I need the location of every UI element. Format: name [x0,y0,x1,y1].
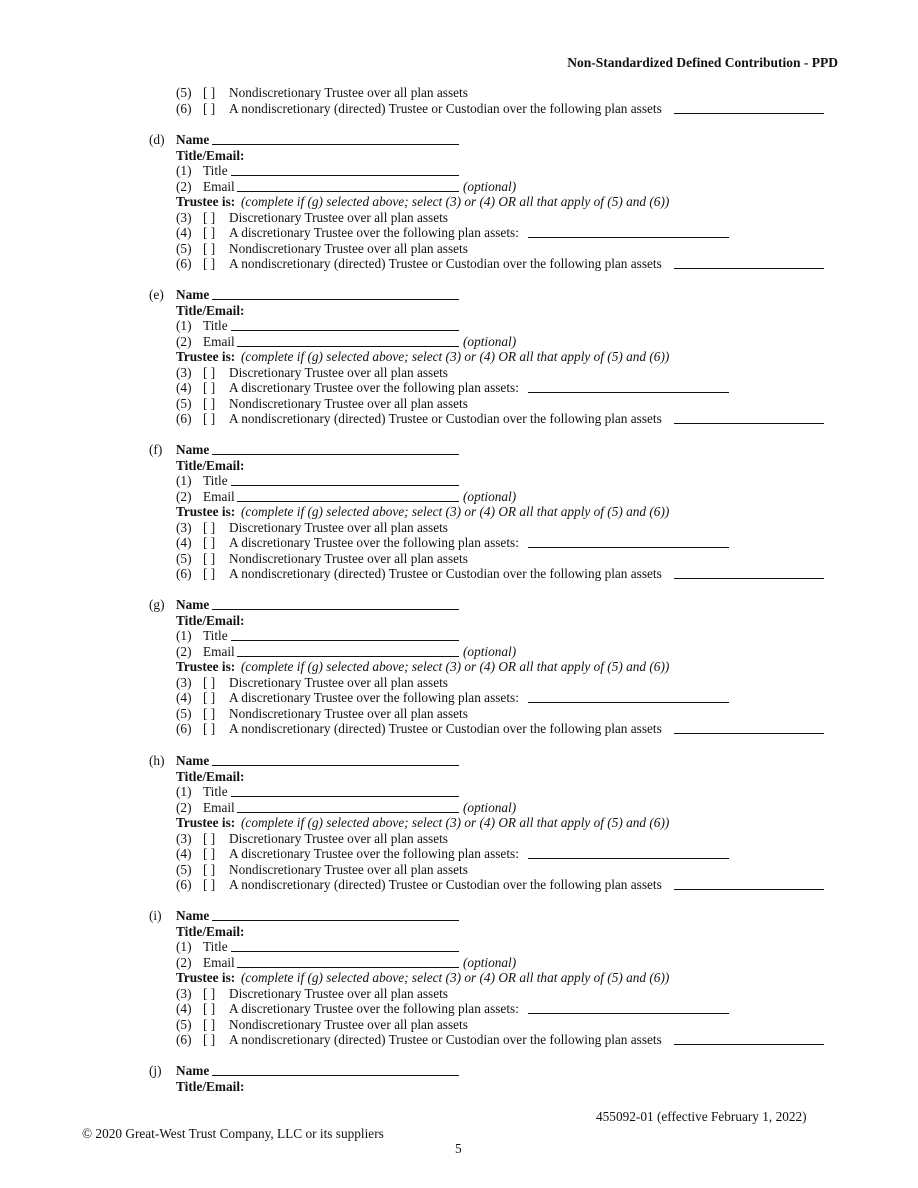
checkbox[interactable]: [ ] [203,674,216,690]
email-label: Email [203,333,235,349]
option-label: A nondiscretionary (directed) Trustee or Custodian over the following plan assets [229,256,662,271]
email-input[interactable] [237,955,459,968]
copyright: © 2020 Great-West Trust Company, LLC or its suppliers [82,1126,384,1141]
checkbox[interactable]: [ ] [203,877,216,892]
option-label: Discretionary Trustee over all plan assets [229,519,448,535]
title-email-heading: Title/Email: [176,923,245,939]
checkbox[interactable]: [ ] [203,705,216,721]
email-input[interactable] [237,800,459,813]
option-number: (5) [176,861,192,877]
option-label: A nondiscretionary (directed) Trustee or Custodian over the following plan assets [229,877,662,892]
email-label: Email [203,799,235,815]
checkbox[interactable]: [ ] [203,1032,216,1047]
option-number: (2) [176,799,192,815]
option-number: (6) [176,1032,192,1047]
assets-blank[interactable] [528,535,729,548]
option-label: A discretionary Trustee over the following plan assets: [229,690,519,705]
option-number: (2) [176,178,192,194]
checkbox[interactable]: [ ] [203,395,216,411]
checkbox[interactable]: [ ] [203,566,216,581]
option-label: Nondiscretionary Trustee over all plan assets [229,240,468,256]
option-number: (2) [176,488,192,504]
optional-note: (optional) [463,333,517,349]
title-email-heading: Title/Email: [176,768,245,784]
assets-blank[interactable] [674,101,824,114]
checkbox[interactable]: [ ] [203,830,216,846]
option-number: (6) [176,101,192,116]
assets-blank[interactable] [528,690,729,703]
email-input[interactable] [237,644,459,657]
option-number: (5) [176,705,192,721]
option-number: (4) [176,846,192,861]
option-number: (5) [176,395,192,411]
option-label: Discretionary Trustee over all plan assets [229,985,448,1001]
section-letter: (j) [149,1063,162,1078]
title-input[interactable] [231,473,459,486]
checkbox[interactable]: [ ] [203,101,216,116]
checkbox[interactable]: [ ] [203,985,216,1001]
section-letter: (d) [149,132,165,147]
option-number: (3) [176,674,192,690]
title-email-heading: Title/Email: [176,1078,245,1094]
option-label: Nondiscretionary Trustee over all plan assets [229,550,468,566]
option-number: (3) [176,364,192,380]
assets-blank[interactable] [528,225,729,238]
email-input[interactable] [237,489,459,502]
name-input[interactable] [212,753,459,766]
option-label: Discretionary Trustee over all plan assets [229,364,448,380]
option-label: Nondiscretionary Trustee over all plan assets [229,861,468,877]
email-input[interactable] [237,334,459,347]
option-label: A discretionary Trustee over the following plan assets: [229,535,519,550]
trustee-is-label: Trustee is: [176,349,236,364]
option-number: (3) [176,519,192,535]
checkbox[interactable]: [ ] [203,225,216,240]
option-number: (6) [176,877,192,892]
section-letter: (e) [149,287,164,302]
checkbox[interactable]: [ ] [203,721,216,736]
option-number: (5) [176,550,192,566]
option-number: (3) [176,209,192,225]
checkbox[interactable]: [ ] [203,846,216,861]
trustee-instruction: (complete if (g) selected above; select (3) or (4) OR all that apply of (5) and (6)) [241,659,670,674]
email-label: Email [203,954,235,970]
option-label: A nondiscretionary (directed) Trustee or Custodian over the following plan assets [229,1032,662,1047]
assets-blank[interactable] [528,846,729,859]
assets-blank[interactable] [674,721,824,734]
title-label: Title [203,939,228,954]
trustee-instruction: (complete if (g) selected above; select (3) or (4) OR all that apply of (5) and (6)) [241,194,670,209]
trustee-is-label: Trustee is: [176,504,236,519]
assets-blank[interactable] [674,877,824,890]
name-input[interactable] [212,908,459,921]
option-number: (2) [176,333,192,349]
email-label: Email [203,178,235,194]
page-number: 5 [455,1141,462,1156]
title-input[interactable] [231,163,459,176]
name-input[interactable] [212,442,459,455]
trustee-is-label: Trustee is: [176,815,236,830]
option-number: (4) [176,535,192,550]
checkbox[interactable]: [ ] [203,85,216,100]
section-letter: (i) [149,908,162,923]
optional-note: (optional) [463,488,517,504]
section-letter: (f) [149,442,163,457]
name-label: Name [176,908,210,923]
title-input[interactable] [231,939,459,952]
option-number: (5) [176,240,192,256]
option-label: A discretionary Trustee over the following plan assets: [229,225,519,240]
optional-note: (optional) [463,954,517,970]
name-input[interactable] [212,132,459,145]
name-input[interactable] [212,287,459,300]
name-label: Name [176,442,210,457]
trustee-instruction: (complete if (g) selected above; select (3) or (4) OR all that apply of (5) and (6)) [241,504,670,519]
checkbox[interactable]: [ ] [203,411,216,426]
option-number: (1) [176,318,192,333]
option-label: A nondiscretionary (directed) Trustee or Custodian over the following plan assets [229,101,662,116]
checkbox[interactable]: [ ] [203,256,216,271]
option-label: Nondiscretionary Trustee over all plan assets [229,1016,468,1032]
trustee-instruction: (complete if (g) selected above; select (3) or (4) OR all that apply of (5) and (6)) [241,815,670,830]
assets-blank[interactable] [528,1001,729,1014]
trustee-is-label: Trustee is: [176,970,236,985]
checkbox[interactable]: [ ] [203,550,216,566]
option-number: (2) [176,954,192,970]
title-input[interactable] [231,628,459,641]
option-label: Nondiscretionary Trustee over all plan assets [229,705,468,721]
option-label: A discretionary Trustee over the following plan assets: [229,380,519,395]
option-number: (1) [176,628,192,643]
option-label: Nondiscretionary Trustee over all plan assets [229,395,468,411]
option-number: (6) [176,256,192,271]
trustee-is-label: Trustee is: [176,659,236,674]
email-input[interactable] [237,179,459,192]
option-number: (6) [176,566,192,581]
option-label: A nondiscretionary (directed) Trustee or Custodian over the following plan assets [229,721,662,736]
option-number: (1) [176,473,192,488]
checkbox[interactable]: [ ] [203,690,216,705]
assets-blank[interactable] [674,411,824,424]
checkbox[interactable]: [ ] [203,209,216,225]
checkbox[interactable]: [ ] [203,240,216,256]
option-label: Nondiscretionary Trustee over all plan assets [229,85,468,100]
checkbox[interactable]: [ ] [203,364,216,380]
title-email-heading: Title/Email: [176,612,245,628]
assets-blank[interactable] [674,256,824,269]
title-input[interactable] [231,784,459,797]
section-letter: (g) [149,597,165,612]
option-number: (2) [176,643,192,659]
trustee-instruction: (complete if (g) selected above; select (3) or (4) OR all that apply of (5) and (6)) [241,349,670,364]
option-label: A discretionary Trustee over the following plan assets: [229,846,519,861]
document-id: 455092-01 (effective February 1, 2022) [596,1109,807,1124]
option-number: (6) [176,721,192,736]
assets-blank[interactable] [528,380,729,393]
name-label: Name [176,753,210,768]
option-label: A discretionary Trustee over the following plan assets: [229,1001,519,1016]
title-email-heading: Title/Email: [176,147,245,163]
name-label: Name [176,287,210,302]
email-label: Email [203,643,235,659]
checkbox[interactable]: [ ] [203,861,216,877]
option-number: (1) [176,163,192,178]
option-number: (3) [176,830,192,846]
title-email-heading: Title/Email: [176,457,245,473]
option-number: (5) [176,85,192,100]
assets-blank[interactable] [674,566,824,579]
name-input[interactable] [212,597,459,610]
optional-note: (optional) [463,178,517,194]
assets-blank[interactable] [674,1032,824,1045]
name-input[interactable] [212,1063,459,1076]
option-label: Discretionary Trustee over all plan assets [229,674,448,690]
title-email-heading: Title/Email: [176,302,245,318]
title-label: Title [203,628,228,643]
option-number: (4) [176,690,192,705]
optional-note: (optional) [463,799,517,815]
checkbox[interactable]: [ ] [203,380,216,395]
title-label: Title [203,784,228,799]
checkbox[interactable]: [ ] [203,1001,216,1016]
option-number: (1) [176,939,192,954]
title-label: Title [203,473,228,488]
document-header-title: Non-Standardized Defined Contribution - PPD [567,55,838,70]
checkbox[interactable]: [ ] [203,1016,216,1032]
option-number: (4) [176,225,192,240]
title-input[interactable] [231,318,459,331]
option-label: A nondiscretionary (directed) Trustee or Custodian over the following plan assets [229,411,662,426]
option-number: (5) [176,1016,192,1032]
optional-note: (optional) [463,643,517,659]
title-label: Title [203,163,228,178]
title-label: Title [203,318,228,333]
option-label: A nondiscretionary (directed) Trustee or Custodian over the following plan assets [229,566,662,581]
option-number: (4) [176,1001,192,1016]
section-letter: (h) [149,753,165,768]
name-label: Name [176,1063,210,1078]
option-number: (4) [176,380,192,395]
email-label: Email [203,488,235,504]
option-number: (1) [176,784,192,799]
option-number: (6) [176,411,192,426]
name-label: Name [176,132,210,147]
trustee-is-label: Trustee is: [176,194,236,209]
option-label: Discretionary Trustee over all plan assets [229,830,448,846]
option-label: Discretionary Trustee over all plan assets [229,209,448,225]
option-number: (3) [176,985,192,1001]
name-label: Name [176,597,210,612]
checkbox[interactable]: [ ] [203,519,216,535]
trustee-instruction: (complete if (g) selected above; select (3) or (4) OR all that apply of (5) and (6)) [241,970,670,985]
checkbox[interactable]: [ ] [203,535,216,550]
